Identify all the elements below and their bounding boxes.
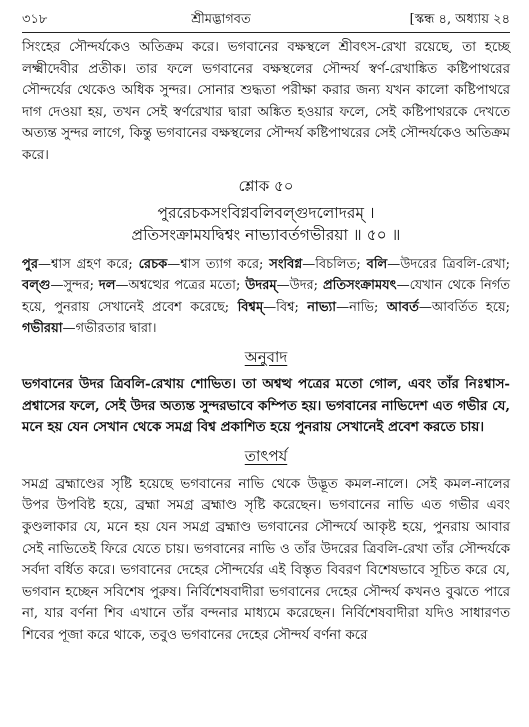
synonym-meaning: —গভীরতার দ্বারা। bbox=[62, 321, 157, 337]
synonym-term: পুর bbox=[22, 256, 38, 272]
book-page bbox=[22, 10, 510, 646]
intro-paragraph: সিংহের সৌন্দর্যকেও অতিক্রম করে। ভগবানের বক্ষস্থলে শ্রীবৎস-রেখা রয়েছে, তা হচ্ছে লক্ষ্মীদেবীর প্রতীক। তার ফলে ভগবানের বক্ষস্থলের সৌন্দর্য স্বর্ণ-রেখাঙ্কিত কষ্টিপাথরের সৌন্দর্যের থেকেও অধিক সুন্দর। সোনার শুদ্ধতা পরীক্ষা করার জন্য যখন কালো কষ্টিপাথরে দাগ দেওয়া হয়, তখন সেই স্বর্ণরেখার দ্বারা অঙ্কিত হওয়ার ফলে, সেই কষ্টিপাথরকে দেখতে অত্যন্ত সুন্দর লাগে, কিন্তু ভগবানের বক্ষস্থলের সৌন্দর্য কষ্টিপাথরের সেই সৌন্দর্যকেও অতিক্রম করে। bbox=[22, 40, 510, 163]
synonym-term: নাভ্যা bbox=[307, 299, 337, 315]
purport-text: সমগ্র ব্রহ্মাণ্ডের সৃষ্টি হয়েছে ভগবানের নাভি থেকে উদ্ভূত কমল-নালে। সেই কমল-নালের উপর উপবিষ্ট হয়ে, ব্রহ্মা সমগ্র ব্রহ্মাণ্ড সৃষ্টি করেছেন। ভগবানের নাভি এত গভীর এবং কুণ্ডলাকার যে, মনে হয় যেন সমগ্র ব্রহ্মাণ্ড ভগবানের সৌন্দর্যে আকৃষ্ট হয়ে, পুনরায় আবার সেই নাভিতেই ফিরে যেতে চায়। ভগবানের নাভি ও তাঁর উদরের ত্রিবলি-রেখা তাঁর সৌন্দর্যকে সর্বদা বর্ধিত করে। ভগবানের দেহের সৌন্দর্যের এই বিস্তৃত বিবরণ বিশেষভাবে সূচিত করে যে, ভগবান হচ্ছেন সবিশেষ পুরুষ। নির্বিশেষবাদীরা ভগবানের দেহের সৌন্দর্য কখনও বুঝতে পারে না, যার বর্ণনা শিব এখানে তাঁর বন্দনার মাধ্যমে করেছেন। নির্বিশেষবাদীরা যদিও সাধারণত শিবের পূজা করে থাকে, তবুও ভগবানের দেহের সৌন্দর্য বর্ণনা করে bbox=[22, 476, 510, 643]
synonym-meaning: —আবর্তিত হয়ে; bbox=[418, 299, 510, 315]
synonyms-paragraph bbox=[22, 254, 510, 340]
synonym-meaning: —নাভি; bbox=[336, 299, 387, 315]
purport-heading: তাৎপর্য bbox=[244, 446, 288, 465]
synonym-term: আবর্ত bbox=[386, 299, 419, 315]
book-title: শ্রীমদ্ভাগবত bbox=[191, 12, 251, 27]
canto-chapter: [স্কন্ধ ৪, অধ্যায় ২৪ bbox=[409, 12, 510, 27]
synonym-meaning: —বিশ্ব; bbox=[263, 299, 308, 315]
verse-heading: শ্লোক ৫০ bbox=[238, 176, 294, 195]
translation-heading: অনুবাদ bbox=[244, 347, 288, 366]
synonym-term: বল্গু bbox=[22, 278, 51, 294]
synonym-term: গভীরয়া bbox=[22, 321, 63, 337]
synonym-term: রেচক bbox=[138, 256, 168, 272]
synonym-term: উদরম্ bbox=[245, 278, 277, 294]
synonym-term: সংবিগ্ন bbox=[269, 256, 303, 272]
page-number: ৩১৮ bbox=[22, 12, 48, 27]
verse-line: প্রতিসংক্রামযদ্বিশ্বং নাভ্যাবর্তগভীরয়া ॥ ৫০ ॥ bbox=[131, 225, 401, 244]
sanskrit-verse bbox=[22, 202, 510, 246]
running-header bbox=[22, 10, 510, 33]
synonym-meaning: —শ্বাস ত্যাগ করে; bbox=[167, 256, 270, 272]
synonym-term: বিশ্বম্ bbox=[237, 299, 264, 315]
synonym-meaning: —সুন্দর; bbox=[50, 278, 99, 294]
verse-line: পুররেচকসংবিগ্নবলিবল্গুদলোদরম্ । bbox=[157, 203, 375, 222]
synonym-meaning: —উদর; bbox=[276, 278, 323, 294]
synonym-meaning: —শ্বাস গ্রহণ করে; bbox=[37, 256, 139, 272]
synonym-meaning: —অশ্বত্থের পত্রের মতো; bbox=[115, 278, 246, 294]
translation-text: ভগবানের উদর ত্রিবলি-রেখায় শোভিত। তা অশ্বত্থ পত্রের মতো গোল, এবং তাঁর নিঃশ্বাস-প্রশ্বাসের ফলে, সেই উদর অত্যন্ত সুন্দরভাবে কম্পিত হয়। ভগবানের নাভিদেশ এত গভীর যে, মনে হয় যেন সেখান থেকে সমগ্র বিশ্ব প্রকাশিত হয়ে পুনরায় সেখানেই প্রবেশ করতে চায়। bbox=[22, 375, 510, 436]
synonym-meaning: —উদরের ত্রিবলি-রেখা; bbox=[387, 256, 510, 272]
synonym-term: বলি bbox=[366, 256, 388, 272]
synonym-meaning: —যেখান থেকে নির্গত হয়ে, পুনরায় সেখানেই প্রবেশ করেছে; bbox=[22, 278, 510, 315]
synonym-term: দল bbox=[98, 278, 116, 294]
synonym-meaning: —বিচলিত; bbox=[302, 256, 367, 272]
synonym-term: প্রতিসংক্রামযৎ bbox=[322, 278, 397, 294]
